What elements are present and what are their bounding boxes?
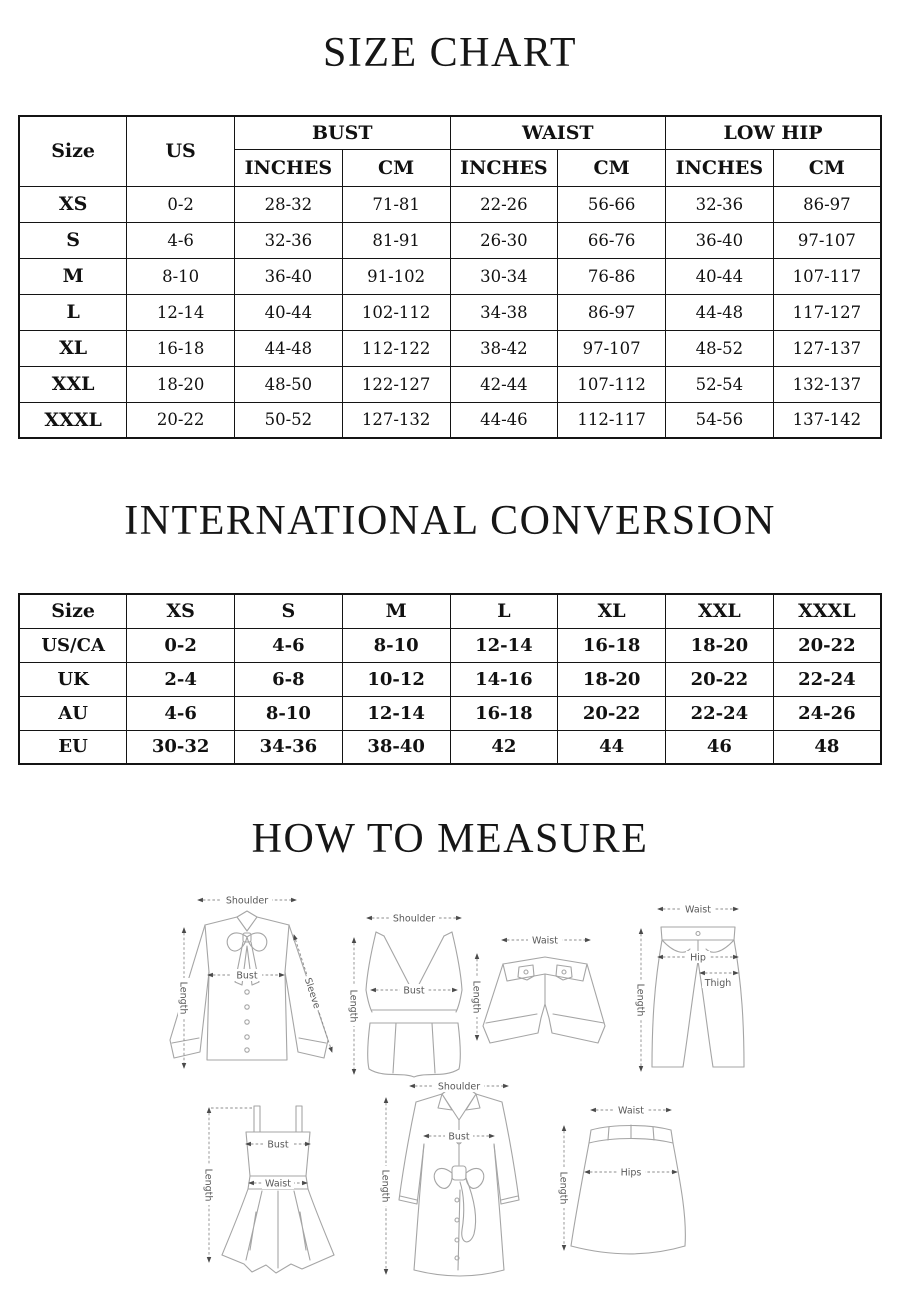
cell: 102-112: [342, 294, 450, 330]
cell: 16-18: [127, 330, 235, 366]
cell: 4-6: [127, 696, 235, 730]
cell: 8-10: [342, 628, 450, 662]
dress-outline: [222, 1106, 334, 1273]
length-label: Length: [634, 983, 646, 1017]
cell: 91-102: [342, 258, 450, 294]
table-row: [19, 186, 881, 222]
hip-dimension: [658, 951, 738, 964]
cell: 20-22: [773, 628, 881, 662]
cell: 16-18: [558, 628, 666, 662]
subheader: CM: [558, 149, 666, 186]
skirt-outline: [571, 1125, 685, 1254]
cell: 34-38: [450, 294, 558, 330]
table-row: [19, 294, 881, 330]
waist-label: Waist: [265, 1178, 291, 1190]
cell: 20-22: [666, 662, 774, 696]
table-row: [19, 222, 881, 258]
col-header: XXL: [666, 594, 774, 628]
waist-dimension: [658, 903, 738, 916]
pants-diagram: [628, 895, 768, 1080]
cell: 30-32: [127, 730, 235, 764]
subheader: INCHES: [666, 149, 774, 186]
table-row: [19, 258, 881, 294]
cell: 20-22: [127, 402, 235, 438]
cell: 22-24: [666, 696, 774, 730]
cell: 36-40: [666, 222, 774, 258]
table-row: [19, 696, 881, 730]
length-dimension: [635, 929, 648, 1071]
cell: 66-76: [558, 222, 666, 258]
international-conversion-title: INTERNATIONAL CONVERSION: [124, 498, 776, 544]
table-row: [19, 366, 881, 402]
length-dimension: [558, 1126, 571, 1250]
cell: 42: [450, 730, 558, 764]
cell: 117-127: [773, 294, 881, 330]
cell: 16-18: [450, 696, 558, 730]
col-group-waist: WAIST: [450, 116, 666, 149]
bust-label: Bust: [236, 970, 258, 982]
cell: 22-24: [773, 662, 881, 696]
subheader: INCHES: [450, 149, 558, 186]
cell: 40-44: [235, 294, 343, 330]
cell: XL: [19, 330, 127, 366]
cell: 52-54: [666, 366, 774, 402]
cell: 28-32: [235, 186, 343, 222]
shoulder-label: Shoulder: [392, 913, 436, 925]
cell: 137-142: [773, 402, 881, 438]
cell: 40-44: [666, 258, 774, 294]
waist-label: Waist: [685, 904, 711, 916]
pants-outline: [652, 927, 744, 1067]
cell: 97-107: [773, 222, 881, 258]
cell: 12-14: [127, 294, 235, 330]
cell: 12-14: [450, 628, 558, 662]
hips-label: Hips: [620, 1167, 642, 1179]
col-header: XXXL: [773, 594, 881, 628]
cell: 0-2: [127, 186, 235, 222]
cell: 38-42: [450, 330, 558, 366]
hip-label: Hip: [690, 952, 706, 964]
length-label: Length: [379, 1169, 391, 1203]
cell: 97-107: [558, 330, 666, 366]
length-label: Length: [202, 1168, 214, 1202]
cell: 127-137: [773, 330, 881, 366]
length-dimension: [178, 928, 191, 1068]
cell: 26-30: [450, 222, 558, 258]
shoulder-dimension: [367, 912, 461, 925]
bust-dimension: [371, 984, 457, 997]
col-group-bust: BUST: [235, 116, 451, 149]
length-label: Length: [557, 1171, 569, 1205]
waist-dimension: [502, 934, 590, 947]
cell: 112-117: [558, 402, 666, 438]
cell: 44-48: [235, 330, 343, 366]
cell: 48-50: [235, 366, 343, 402]
size-chart-title: SIZE CHART: [323, 30, 577, 76]
cell: 81-91: [342, 222, 450, 258]
length-label: Length: [470, 980, 482, 1014]
tank-outline: [366, 932, 462, 1077]
bust-dimension: [246, 1138, 310, 1151]
cell: 42-44: [450, 366, 558, 402]
length-label: Length: [177, 981, 189, 1015]
cell: 86-97: [558, 294, 666, 330]
table-row: [19, 628, 881, 662]
region-label: EU: [19, 730, 127, 764]
cell: XXL: [19, 366, 127, 402]
cell: 122-127: [342, 366, 450, 402]
international-conversion-table: [18, 593, 882, 765]
cell: 4-6: [235, 628, 343, 662]
cell: XXXL: [19, 402, 127, 438]
cell: 54-56: [666, 402, 774, 438]
cell: 4-6: [127, 222, 235, 258]
cell: 36-40: [235, 258, 343, 294]
col-header: XS: [127, 594, 235, 628]
hips-dimension: [585, 1166, 677, 1179]
skirt-diagram: [551, 1096, 706, 1271]
cell: 86-97: [773, 186, 881, 222]
shoulder-label: Shoulder: [225, 895, 269, 907]
bust-label: Bust: [267, 1139, 289, 1151]
cell: 46: [666, 730, 774, 764]
table-row: [19, 662, 881, 696]
cell: 56-66: [558, 186, 666, 222]
coat-diagram: [370, 1070, 550, 1290]
subheader: INCHES: [235, 149, 343, 186]
cell: 32-36: [666, 186, 774, 222]
cell: 8-10: [127, 258, 235, 294]
thigh-dimension: [700, 973, 738, 989]
region-label: UK: [19, 662, 127, 696]
col-header-us: US: [127, 116, 235, 186]
blouse-diagram: [148, 880, 348, 1080]
cell: 12-14: [342, 696, 450, 730]
col-header: S: [235, 594, 343, 628]
col-header: M: [342, 594, 450, 628]
table-row: [19, 402, 881, 438]
shorts-outline: [483, 957, 605, 1043]
cell: 50-52: [235, 402, 343, 438]
col-header: L: [450, 594, 558, 628]
col-header: XL: [558, 594, 666, 628]
size-chart-table: [18, 115, 882, 439]
waist-label: Waist: [618, 1105, 644, 1117]
cell: S: [19, 222, 127, 258]
table-row: [19, 330, 881, 366]
cell: 20-22: [558, 696, 666, 730]
length-dimension: [471, 954, 484, 1040]
cell: 48-52: [666, 330, 774, 366]
dress-diagram: [196, 1092, 376, 1277]
group-header-row: [19, 116, 881, 149]
subheader: CM: [773, 149, 881, 186]
shoulder-dimension: [198, 894, 296, 907]
shorts-diagram: [466, 926, 621, 1061]
bust-dimension: [208, 969, 284, 982]
cell: M: [19, 258, 127, 294]
cell: L: [19, 294, 127, 330]
bust-dimension: [424, 1130, 494, 1143]
bust-label: Bust: [448, 1131, 470, 1143]
cell: 71-81: [342, 186, 450, 222]
length-label: Length: [347, 989, 359, 1023]
region-label: US/CA: [19, 628, 127, 662]
table-row: [19, 730, 881, 764]
length-dimension: [348, 938, 361, 1074]
waist-dimension: [591, 1104, 671, 1117]
cell: 44-46: [450, 402, 558, 438]
length-dimension: [380, 1098, 393, 1274]
cell: 48: [773, 730, 881, 764]
col-header: Size: [19, 594, 127, 628]
cell: 44: [558, 730, 666, 764]
cell: 127-132: [342, 402, 450, 438]
header-row: [19, 594, 881, 628]
cell: 76-86: [558, 258, 666, 294]
cell: 24-26: [773, 696, 881, 730]
cell: 44-48: [666, 294, 774, 330]
cell: 38-40: [342, 730, 450, 764]
col-group-lowhip: LOW HIP: [666, 116, 882, 149]
col-header-size: Size: [19, 116, 127, 186]
shoulder-dimension: [410, 1080, 508, 1093]
cell: 18-20: [666, 628, 774, 662]
cell: 18-20: [127, 366, 235, 402]
waist-dimension: [249, 1177, 307, 1190]
cell: 107-117: [773, 258, 881, 294]
bust-label: Bust: [403, 985, 425, 997]
cell: 6-8: [235, 662, 343, 696]
cell: 132-137: [773, 366, 881, 402]
thigh-label: Thigh: [704, 978, 732, 989]
cell: 2-4: [127, 662, 235, 696]
cell: 34-36: [235, 730, 343, 764]
cell: 10-12: [342, 662, 450, 696]
cell: 107-112: [558, 366, 666, 402]
shoulder-label: Shoulder: [437, 1081, 481, 1093]
waist-label: Waist: [532, 935, 558, 947]
cell: 0-2: [127, 628, 235, 662]
cell: XS: [19, 186, 127, 222]
coat-outline: [399, 1088, 519, 1276]
cell: 32-36: [235, 222, 343, 258]
cell: 14-16: [450, 662, 558, 696]
cell: 22-26: [450, 186, 558, 222]
length-dimension: [203, 1108, 253, 1262]
cell: 18-20: [558, 662, 666, 696]
subheader: CM: [342, 149, 450, 186]
cell: 112-122: [342, 330, 450, 366]
cell: 8-10: [235, 696, 343, 730]
cell: 30-34: [450, 258, 558, 294]
region-label: AU: [19, 696, 127, 730]
sleeve-label: Sleeve: [301, 976, 323, 1011]
how-to-measure-title: HOW TO MEASURE: [251, 816, 649, 862]
